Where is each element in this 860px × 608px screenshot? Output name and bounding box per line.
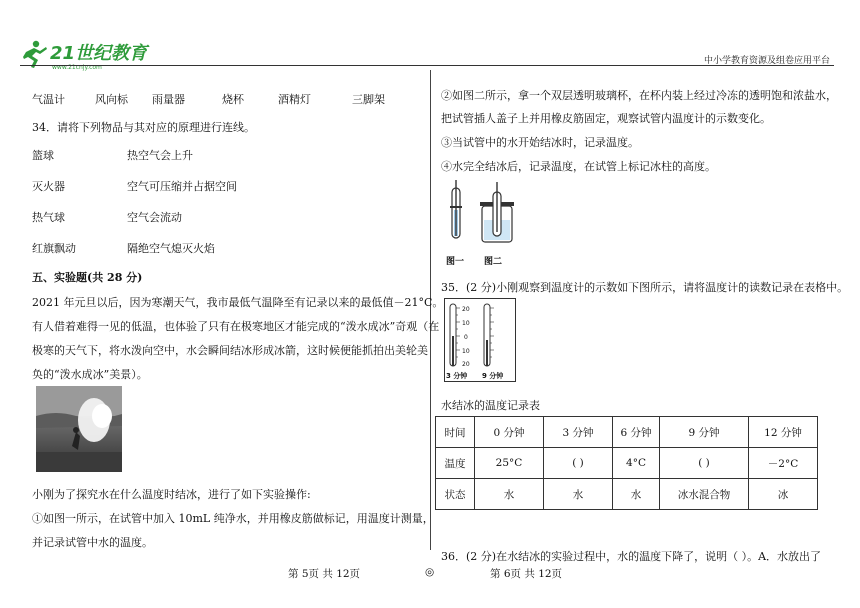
table-cell: 温度 bbox=[436, 448, 475, 479]
question-34: 34．请将下列物品与其对应的原理进行连线。 bbox=[32, 121, 255, 134]
step-4: ④水完全结冰后，记录温度，在试管上标记冰柱的高度。 bbox=[441, 160, 716, 173]
question-35: 35．(2 分)小刚观察到温度计的示数如下图所示，请将温度计的读数记录在表格中。 bbox=[441, 281, 849, 294]
figure-2-label: 图二 bbox=[484, 257, 503, 267]
logo-text: 21世纪教育 bbox=[50, 43, 148, 64]
table-title: 水结冰的温度记录表 bbox=[441, 399, 540, 412]
match-item: 篮球 bbox=[32, 149, 54, 162]
match-principle: 空气会流动 bbox=[127, 211, 182, 224]
instrument-item: 风向标 bbox=[95, 93, 128, 106]
temperature-record-table bbox=[435, 416, 818, 510]
table-cell: 25°C bbox=[475, 448, 544, 479]
figure-1-label: 图一 bbox=[446, 257, 465, 267]
page-number-left: 第 5页 共 12页 bbox=[288, 568, 361, 580]
paragraph-line: 有人借着难得一见的低温，也体验了只有在极寒地区才能完成的“泼水成冰”奇观（在 bbox=[32, 320, 440, 333]
tick-label: 20 bbox=[462, 306, 470, 313]
platform-name: 中小学教育资源及组卷应用平台 bbox=[703, 56, 830, 66]
instrument-item: 气温计 bbox=[32, 93, 65, 106]
match-item: 红旗飘动 bbox=[32, 242, 76, 255]
match-item: 灭火器 bbox=[32, 180, 65, 193]
question-36: 36．(2 分)在水结冰的实验过程中，水的温度下降了，说明（ ）。A．水放出了 bbox=[441, 550, 822, 563]
instrument-item: 雨量器 bbox=[152, 93, 185, 106]
table-cell[interactable]: ( ) bbox=[544, 448, 613, 479]
table-cell: 3 分钟 bbox=[544, 417, 613, 448]
experiment-figures bbox=[444, 180, 524, 270]
thermometer-label: 3 分钟 bbox=[446, 372, 468, 380]
beaker-icon bbox=[480, 182, 514, 242]
table-cell[interactable]: ( ) bbox=[660, 448, 749, 479]
tick-label: 10 bbox=[462, 320, 470, 327]
match-principle: 隔绝空气熄灭火焰 bbox=[127, 242, 215, 255]
instrument-item: 三脚架 bbox=[352, 93, 385, 106]
logo bbox=[20, 38, 160, 72]
table-cell: 状态 bbox=[436, 479, 475, 510]
table-cell: 冰 bbox=[749, 479, 818, 510]
table-cell: 冰水混合物 bbox=[660, 479, 749, 510]
step-3: ③当试管中的水开始结冰时，记录温度。 bbox=[441, 136, 639, 149]
table-row bbox=[436, 417, 818, 448]
table-cell: 4°C bbox=[613, 448, 660, 479]
paragraph-line: 2021 年元旦以后，因为寒潮天气，我市最低气温降至有记录以来的最低值－21°C。 bbox=[32, 296, 444, 309]
tick-label: 0 bbox=[464, 334, 468, 341]
table-cell: 9 分钟 bbox=[660, 417, 749, 448]
step-1-line: ①如图一所示，在试管中加入 10mL 纯净水，并用橡皮筋做标记，用温度计测量， bbox=[32, 512, 434, 525]
table-cell: 水 bbox=[544, 479, 613, 510]
section-title: 五、实验题(共 28 分) bbox=[32, 271, 143, 284]
table-row bbox=[436, 479, 818, 510]
logo-url: www.21cnjy.com bbox=[52, 64, 102, 71]
test-tube-icon bbox=[450, 180, 462, 238]
step-2-line: 把试管插人盖子上并用橡皮筋固定，观察试管内温度计的示数变化。 bbox=[441, 112, 771, 125]
column-divider bbox=[430, 70, 431, 550]
experiment-intro: 小刚为了探究水在什么温度时结冰，进行了如下实验操作: bbox=[32, 488, 311, 501]
paragraph-line: 极寒的天气下，将水泼向空中，水会瞬间结冰形成冰箭，这时候便能抓拍出美轮美 bbox=[32, 344, 428, 357]
table-cell: 水 bbox=[613, 479, 660, 510]
step-1-line: 并记录试管中水的温度。 bbox=[32, 536, 153, 549]
match-principle: 热空气会上升 bbox=[127, 149, 193, 162]
thermometer-label: 9 分钟 bbox=[482, 372, 504, 380]
table-row bbox=[436, 448, 818, 479]
thermometer-readings bbox=[444, 298, 516, 382]
binding-mark: ◎ bbox=[425, 566, 435, 578]
table-cell: 0 分钟 bbox=[475, 417, 544, 448]
splash-photo bbox=[36, 386, 122, 472]
instrument-item: 酒精灯 bbox=[278, 93, 311, 106]
table-cell: 12 分钟 bbox=[749, 417, 818, 448]
header-divider bbox=[20, 65, 834, 66]
paragraph-line: 奂的“泼水成冰”美景）。 bbox=[32, 368, 148, 381]
table-cell: 6 分钟 bbox=[613, 417, 660, 448]
instrument-item: 烧杯 bbox=[222, 93, 244, 106]
tick-label: 20 bbox=[462, 361, 470, 368]
table-cell: 时间 bbox=[436, 417, 475, 448]
table-cell: 水 bbox=[475, 479, 544, 510]
match-item: 热气球 bbox=[32, 211, 65, 224]
match-principle: 空气可压缩并占据空间 bbox=[127, 180, 237, 193]
step-2-line: ②如图二所示，拿一个双层透明玻璃杯，在杯内装上经过冷冻的透明饱和浓盐水， bbox=[441, 89, 837, 102]
tick-label: 10 bbox=[462, 348, 470, 355]
table-cell: －2°C bbox=[749, 448, 818, 479]
page-number-right: 第 6页 共 12页 bbox=[490, 568, 563, 580]
